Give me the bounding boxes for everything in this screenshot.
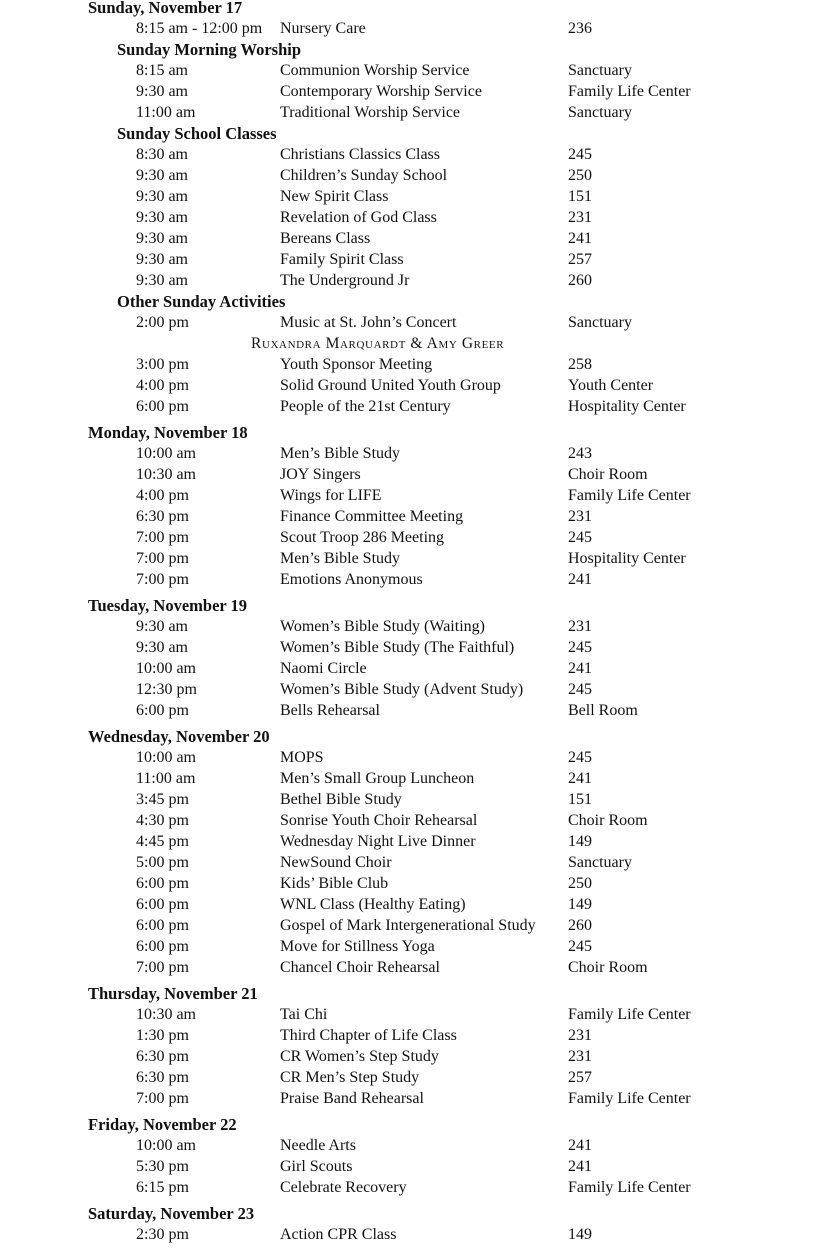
event-location: 231 xyxy=(568,1048,592,1065)
event-time: 7:00 pm xyxy=(136,550,189,567)
event-time: 9:30 am xyxy=(136,251,188,268)
event-name: Tai Chi xyxy=(280,1006,328,1023)
event-name: CR Women’s Step Study xyxy=(280,1048,439,1065)
event-row xyxy=(0,548,816,569)
day-section xyxy=(0,983,816,1109)
event-location: 241 xyxy=(568,1158,592,1175)
event-location: Sanctuary xyxy=(568,104,632,121)
event-location: Family Life Center xyxy=(568,1090,691,1107)
event-location: 257 xyxy=(568,251,592,268)
event-time: 7:00 pm xyxy=(136,1090,189,1107)
event-name: Traditional Worship Service xyxy=(280,104,461,121)
event-location: 245 xyxy=(568,681,592,698)
event-location: 260 xyxy=(568,917,592,934)
event-location: 151 xyxy=(568,791,592,808)
event-name: Bells Rehearsal xyxy=(280,702,380,719)
event-name: Men’s Small Group Luncheon xyxy=(280,770,475,787)
event-time: 3:00 pm xyxy=(136,356,189,373)
event-name: Men’s Bible Study xyxy=(280,445,401,462)
event-location: Youth Center xyxy=(568,377,654,394)
event-row xyxy=(0,768,816,789)
event-location: 241 xyxy=(568,770,592,787)
event-time: 6:00 pm xyxy=(136,398,189,415)
event-time: 10:30 am xyxy=(136,466,196,483)
event-row xyxy=(0,485,816,506)
event-row xyxy=(0,616,816,637)
event-row xyxy=(0,443,816,464)
event-name: Girl Scouts xyxy=(280,1158,353,1175)
event-row xyxy=(0,60,816,81)
event-time: 9:30 am xyxy=(136,230,188,247)
event-location: 243 xyxy=(568,445,592,462)
event-name: Chancel Choir Rehearsal xyxy=(280,959,440,976)
event-row xyxy=(0,102,816,123)
event-location: Family Life Center xyxy=(568,487,691,504)
event-location: 257 xyxy=(568,1069,592,1086)
performer-note: Ruxandra Marquardt & Amy Greer xyxy=(251,335,505,352)
event-name: Scout Troop 286 Meeting xyxy=(280,529,445,546)
event-location: Sanctuary xyxy=(568,314,632,331)
event-time: 5:00 pm xyxy=(136,854,189,871)
day-section xyxy=(0,0,816,417)
event-row xyxy=(0,1004,816,1025)
event-name: People of the 21st Century xyxy=(280,398,451,415)
event-time: 8:15 am - 12:00 pm xyxy=(136,20,263,37)
event-row xyxy=(0,700,816,721)
event-name: Men’s Bible Study xyxy=(280,550,401,567)
event-row xyxy=(0,1088,816,1109)
event-row xyxy=(0,1156,816,1177)
event-time: 8:15 am xyxy=(136,62,188,79)
event-time: 6:30 pm xyxy=(136,1069,189,1086)
event-row xyxy=(0,957,816,978)
event-location: 231 xyxy=(568,209,592,226)
event-row xyxy=(0,894,816,915)
event-name: Women’s Bible Study (The Faithful) xyxy=(280,639,515,656)
event-name: Emotions Anonymous xyxy=(280,571,423,588)
event-time: 1:30 pm xyxy=(136,1027,189,1044)
event-row xyxy=(0,1224,816,1245)
event-row xyxy=(0,873,816,894)
event-row xyxy=(0,207,816,228)
event-location: 149 xyxy=(568,1226,592,1243)
event-name: Youth Sponsor Meeting xyxy=(280,356,433,373)
event-name: Revelation of God Class xyxy=(280,209,437,226)
event-location: Choir Room xyxy=(568,466,648,483)
event-row xyxy=(0,464,816,485)
event-name: WNL Class (Healthy Eating) xyxy=(280,896,466,913)
event-time: 9:30 am xyxy=(136,167,188,184)
event-location: 231 xyxy=(568,618,592,635)
event-location: Choir Room xyxy=(568,959,648,976)
event-name: New Spirit Class xyxy=(280,188,389,205)
event-name: MOPS xyxy=(280,749,324,766)
event-row xyxy=(0,1067,816,1088)
day-heading: Wednesday, November 20 xyxy=(88,727,270,746)
event-name: Third Chapter of Life Class xyxy=(280,1027,457,1044)
event-time: 6:00 pm xyxy=(136,917,189,934)
event-row xyxy=(0,1025,816,1046)
day-heading: Monday, November 18 xyxy=(88,423,248,442)
event-row xyxy=(0,506,816,527)
event-time: 10:00 am xyxy=(136,660,196,677)
event-row xyxy=(0,144,816,165)
event-name: Christians Classics Class xyxy=(280,146,441,163)
event-time: 6:00 pm xyxy=(136,938,189,955)
event-location: 245 xyxy=(568,639,592,656)
event-location: Bell Room xyxy=(568,702,638,719)
event-time: 9:30 am xyxy=(136,639,188,656)
event-time: 10:30 am xyxy=(136,1006,196,1023)
event-time: 10:00 am xyxy=(136,1137,196,1154)
event-name: Naomi Circle xyxy=(280,660,367,677)
event-row xyxy=(0,527,816,548)
event-location: 241 xyxy=(568,660,592,677)
event-row xyxy=(0,270,816,291)
event-name: Praise Band Rehearsal xyxy=(280,1090,424,1107)
event-row xyxy=(0,1135,816,1156)
day-section xyxy=(0,1203,816,1245)
event-location: 149 xyxy=(568,833,592,850)
event-time: 6:00 pm xyxy=(136,702,189,719)
event-time: 10:00 am xyxy=(136,445,196,462)
event-time: 6:30 pm xyxy=(136,508,189,525)
event-location: 151 xyxy=(568,188,592,205)
event-time: 5:30 pm xyxy=(136,1158,189,1175)
event-row xyxy=(0,186,816,207)
event-time: 9:30 am xyxy=(136,272,188,289)
event-name: Communion Worship Service xyxy=(280,62,470,79)
day-heading: Thursday, November 21 xyxy=(88,984,258,1003)
event-time: 11:00 am xyxy=(136,770,196,787)
event-name: Women’s Bible Study (Advent Study) xyxy=(280,681,524,698)
event-time: 3:45 pm xyxy=(136,791,189,808)
event-time: 2:30 pm xyxy=(136,1226,189,1243)
section-subheading: Sunday Morning Worship xyxy=(117,40,302,59)
event-name: Nursery Care xyxy=(280,20,366,37)
event-time: 4:30 pm xyxy=(136,812,189,829)
event-location: 258 xyxy=(568,356,592,373)
event-location: Sanctuary xyxy=(568,854,632,871)
event-row xyxy=(0,18,816,39)
day-heading: Tuesday, November 19 xyxy=(88,596,248,615)
day-heading: Saturday, November 23 xyxy=(88,1204,255,1223)
event-time: 11:00 am xyxy=(136,104,196,121)
event-row xyxy=(0,679,816,700)
day-heading: Friday, November 22 xyxy=(88,1115,237,1134)
event-location: 245 xyxy=(568,938,592,955)
event-time: 6:30 pm xyxy=(136,1048,189,1065)
event-name: NewSound Choir xyxy=(280,854,392,871)
event-row xyxy=(0,831,816,852)
event-name: Contemporary Worship Service xyxy=(280,83,482,100)
event-location: Family Life Center xyxy=(568,83,691,100)
event-time: 8:30 am xyxy=(136,146,188,163)
event-row xyxy=(0,165,816,186)
event-name: Kids’ Bible Club xyxy=(280,875,389,892)
event-name: Wednesday Night Live Dinner xyxy=(280,833,476,850)
event-name: Gospel of Mark Intergenerational Study xyxy=(280,917,536,934)
event-location: Family Life Center xyxy=(568,1006,691,1023)
event-location: Sanctuary xyxy=(568,62,632,79)
event-name: Celebrate Recovery xyxy=(280,1179,407,1196)
section-subheading: Sunday School Classes xyxy=(117,124,277,143)
event-location: 260 xyxy=(568,272,592,289)
event-name: Finance Committee Meeting xyxy=(280,508,464,525)
event-time: 6:00 pm xyxy=(136,896,189,913)
event-time: 4:00 pm xyxy=(136,487,189,504)
event-location: Hospitality Center xyxy=(568,398,686,415)
day-section xyxy=(0,726,816,978)
event-time: 12:30 pm xyxy=(136,681,197,698)
event-name: Children’s Sunday School xyxy=(280,167,448,184)
event-time: 6:15 pm xyxy=(136,1179,189,1196)
event-location: 245 xyxy=(568,146,592,163)
event-name: Bethel Bible Study xyxy=(280,791,402,808)
day-section xyxy=(0,1114,816,1198)
event-time: 4:45 pm xyxy=(136,833,189,850)
event-row xyxy=(0,810,816,831)
event-location: 245 xyxy=(568,529,592,546)
event-name: Sonrise Youth Choir Rehearsal xyxy=(280,812,478,829)
event-location: 231 xyxy=(568,508,592,525)
event-time: 10:00 am xyxy=(136,749,196,766)
event-name: Music at St. John’s Concert xyxy=(280,314,457,331)
event-name: Move for Stillness Yoga xyxy=(280,938,435,955)
event-time: 9:30 am xyxy=(136,188,188,205)
event-name: Women’s Bible Study (Waiting) xyxy=(280,618,485,635)
event-row xyxy=(0,747,816,768)
event-time: 2:00 pm xyxy=(136,314,189,331)
event-location: 250 xyxy=(568,875,592,892)
event-row xyxy=(0,569,816,590)
event-row xyxy=(0,375,816,396)
event-time: 9:30 am xyxy=(136,618,188,635)
event-row xyxy=(0,354,816,375)
event-name: Family Spirit Class xyxy=(280,251,404,268)
day-section xyxy=(0,422,816,590)
event-name: CR Men’s Step Study xyxy=(280,1069,420,1086)
section-subheading: Other Sunday Activities xyxy=(117,292,286,311)
event-row xyxy=(0,249,816,270)
event-name: Bereans Class xyxy=(280,230,371,247)
event-row xyxy=(0,658,816,679)
event-row xyxy=(0,1046,816,1067)
event-time: 4:00 pm xyxy=(136,377,189,394)
event-location: 250 xyxy=(568,167,592,184)
event-location: 241 xyxy=(568,1137,592,1154)
event-row xyxy=(0,81,816,102)
event-name: Solid Ground United Youth Group xyxy=(280,377,501,394)
event-location: 241 xyxy=(568,571,592,588)
event-time: 7:00 pm xyxy=(136,959,189,976)
event-location: Choir Room xyxy=(568,812,648,829)
event-row xyxy=(0,637,816,658)
event-location: Hospitality Center xyxy=(568,550,686,567)
event-row xyxy=(0,1177,816,1198)
event-time: 6:00 pm xyxy=(136,875,189,892)
day-heading: Sunday, November 17 xyxy=(88,0,243,17)
event-name: The Underground Jr xyxy=(280,272,410,289)
event-row xyxy=(0,396,816,417)
day-section xyxy=(0,595,816,721)
event-time: 9:30 am xyxy=(136,83,188,100)
event-name: Action CPR Class xyxy=(280,1226,397,1243)
event-location: 236 xyxy=(568,20,592,37)
event-location: 241 xyxy=(568,230,592,247)
event-location: 245 xyxy=(568,749,592,766)
event-row xyxy=(0,228,816,249)
event-time: 7:00 pm xyxy=(136,571,189,588)
event-time: 9:30 am xyxy=(136,209,188,226)
event-time: 7:00 pm xyxy=(136,529,189,546)
performer-note-row xyxy=(0,333,816,354)
event-name: Wings for LIFE xyxy=(280,487,382,504)
event-location: 231 xyxy=(568,1027,592,1044)
event-row xyxy=(0,915,816,936)
event-location: Family Life Center xyxy=(568,1179,691,1196)
event-location: 149 xyxy=(568,896,592,913)
event-row xyxy=(0,789,816,810)
event-row xyxy=(0,852,816,873)
event-row xyxy=(0,936,816,957)
event-name: Needle Arts xyxy=(280,1137,356,1154)
event-row xyxy=(0,312,816,333)
event-name: JOY Singers xyxy=(280,466,361,483)
